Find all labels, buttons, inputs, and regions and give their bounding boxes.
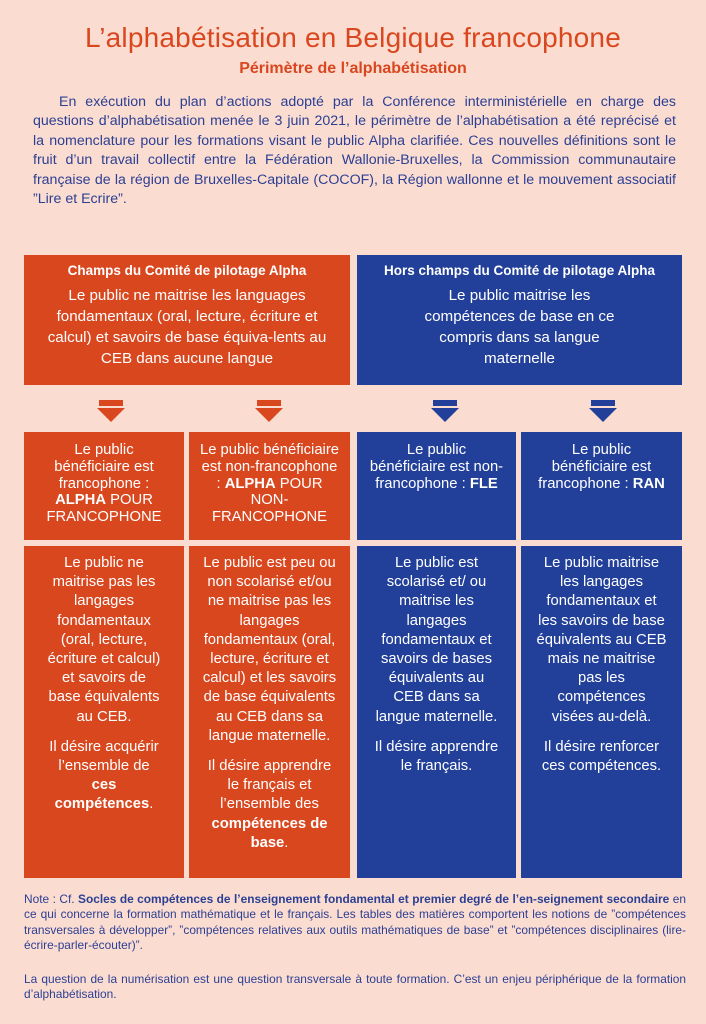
target-box-ran xyxy=(521,432,682,540)
target-box-alpha-francophone xyxy=(24,432,184,540)
description-box-alpha-francophone xyxy=(24,546,184,878)
footnote-digital: La question de la numérisation est une question transversale à toute formation. C’est un enjeu périphérique de la formation d’alphabétisation. xyxy=(24,972,686,1002)
target-intro: Le public bénéficiaire est non-francophone : xyxy=(369,442,504,492)
in-scope-heading: Champs du Comité de pilotage Alpha xyxy=(67,263,307,278)
desire-text: Il désire apprendre le français. xyxy=(374,738,499,775)
target-intro: Le public bénéficiaire est francophone : xyxy=(538,442,652,492)
target-box-fle xyxy=(357,432,516,540)
desire-text: Il désire renforcer ces compétences. xyxy=(541,738,662,775)
description-box-fle xyxy=(357,546,516,878)
intro-paragraph: En exécution du plan d’actions adopté par la Conférence interministérielle en charge des questions d’alphabétisation menée le 3 juin 2021, le périmètre de l’alphabétisation a été reprécisé et la nomenclature pour les formations visant le public Alpha clarifiée. Ces nouvelles définitions sont le fruit d’un travail collectif entre la Fédération Wallonie-Bruxelles, la Commission communautaire française de la région de Bruxelles-Capitale (COCOF), la Région wallonne et le mouvement associatif ”Lire et Ecrire”. xyxy=(33,94,676,208)
description-text: Le public ne maitrise pas les langages fondamentaux (oral, lecture, écriture et calcul) et savoirs de base équivalents au CEB. xyxy=(47,555,161,725)
footnote: Note : Cf. Socles de compétences de l’enseignement fondamental et premier degré de l’en-seignement secondaire en ce qui concerne la formation mathématique et le français. Les tables des matières comportent les notions de ”compétences transversales à développer”, ”compétences relatives aux outils mathématiques de base” et ”compétences disciplinaires (lire-écrire-parler-écouter)”. xyxy=(24,892,686,953)
target-label: ALPHA xyxy=(55,492,107,509)
target-intro: Le public bénéficiaire est francophone : xyxy=(54,442,154,492)
in-scope-body: Le public ne maitrise les languages fondamentaux (oral, lecture, écriture et calcul) et savoirs de base équiva-lents au CEB dans aucune langue xyxy=(47,287,327,367)
description-text: Le public est scolarisé et/ ou maitrise les langages fondamentaux et savoirs de bases équivalents au CEB dans sa langue maternelle. xyxy=(375,555,498,725)
description-box-alpha-non-francophone xyxy=(189,546,350,878)
target-label-rest: POUR NON-FRANCOPHONE xyxy=(211,475,328,526)
out-of-scope-box xyxy=(357,255,682,385)
desire-text: Il désire apprendre le français et l’ensemble des compétences de base. xyxy=(207,758,332,851)
desire-text: Il désire acquérir l’ensemble de ces compétences. xyxy=(49,738,159,813)
target-label: FLE xyxy=(469,475,498,492)
target-box-alpha-non-francophone xyxy=(189,432,350,540)
section-subtitle: Périmètre de l’alphabétisation xyxy=(239,60,467,77)
target-label-rest: POUR FRANCOPHONE xyxy=(46,492,162,526)
target-label: ALPHA xyxy=(224,475,276,492)
description-text: Le public est peu ou non scolarisé et/ou ne maitrise pas les langages fondamentaux (oral, lecture, écriture et calcul) et les savoirs de base équivalents au CEB dans sa langue maternelle. xyxy=(202,555,337,744)
target-intro: Le public bénéficiaire est non-francophone : xyxy=(199,442,340,492)
target-label: RAN xyxy=(632,475,665,492)
page-title: L’alphabétisation en Belgique francophone xyxy=(85,22,621,53)
in-scope-box xyxy=(24,255,350,385)
description-box-ran xyxy=(521,546,682,878)
out-of-scope-heading: Hors champs du Comité de pilotage Alpha xyxy=(383,263,656,278)
description-text: Le public maitrise les langages fondamentaux et les savoirs de base équivalents au CEB mais ne maitrise pas les compétences visées au-delà. xyxy=(536,555,667,725)
out-of-scope-body: Le public maitrise les compétences de base en ce compris dans sa langue maternelle xyxy=(424,287,615,367)
